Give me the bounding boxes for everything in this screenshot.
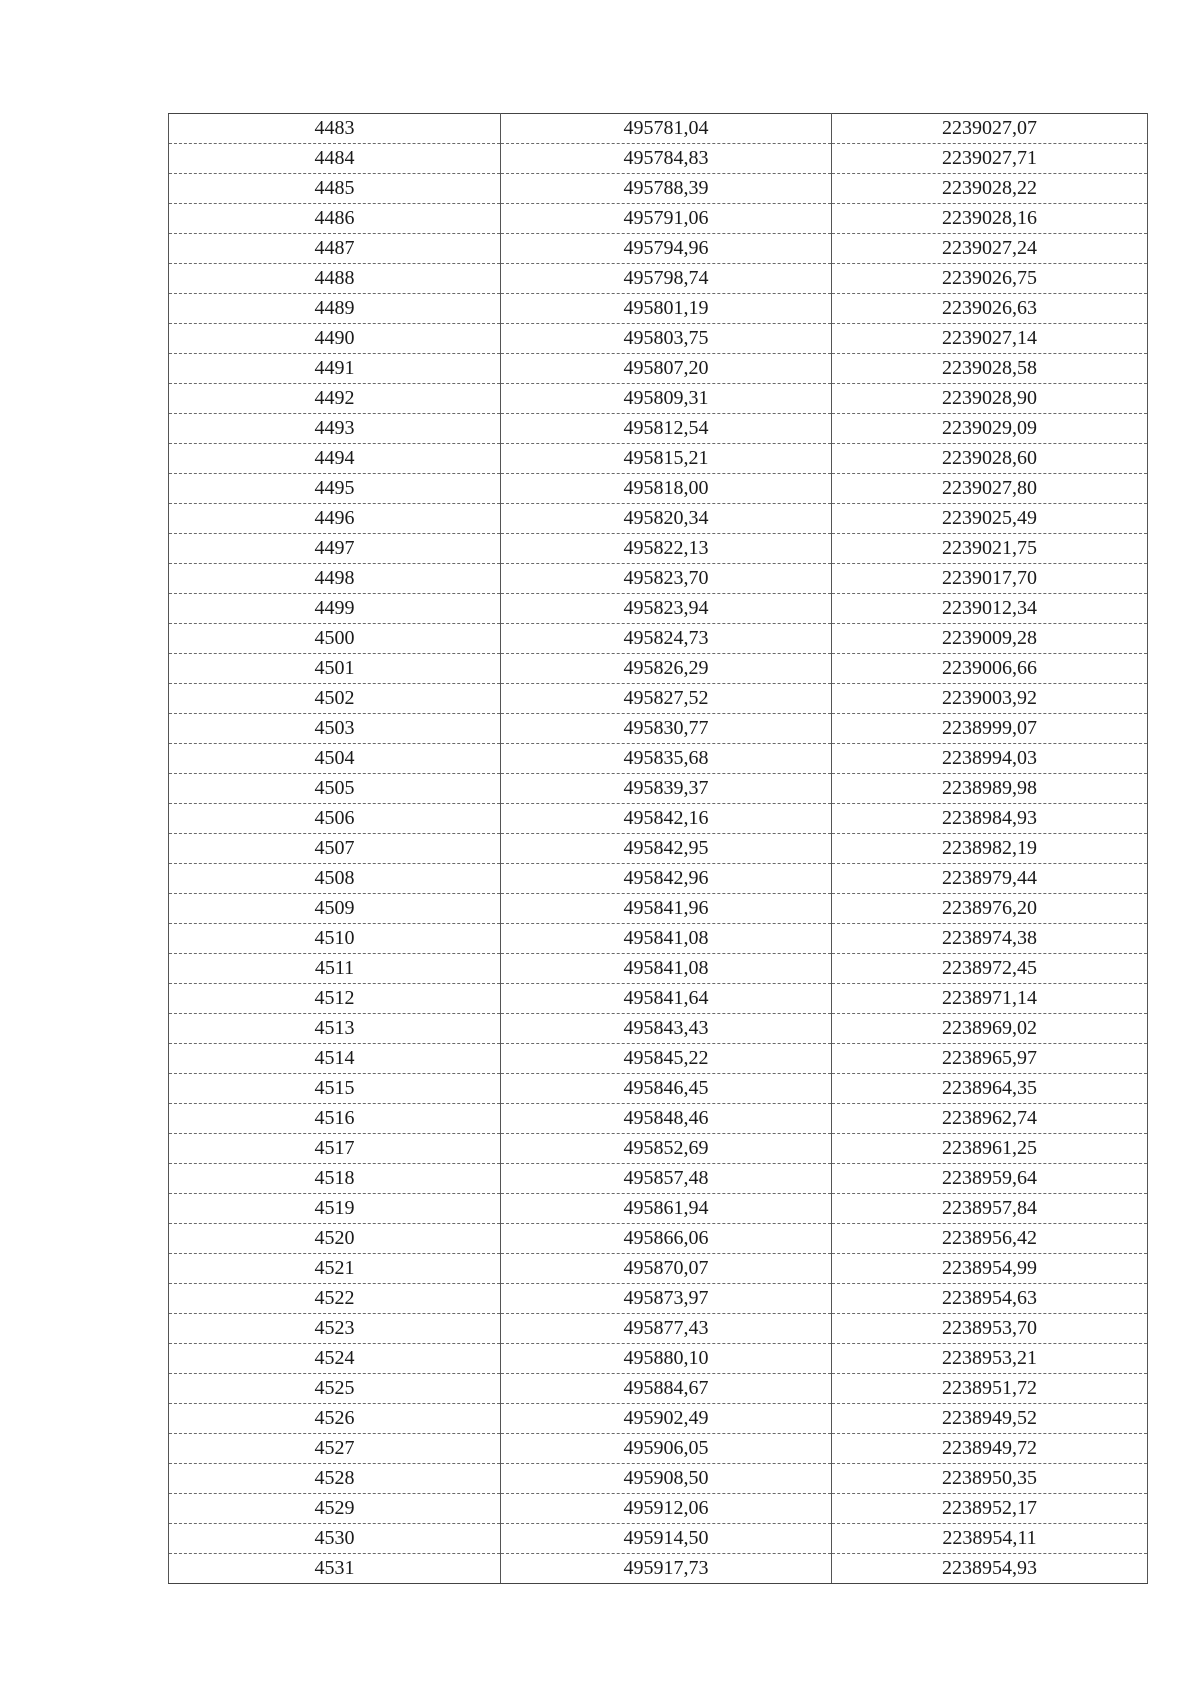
y-coordinate-cell: 2238953,21 bbox=[832, 1344, 1148, 1374]
point-number-cell: 4494 bbox=[169, 444, 501, 474]
point-number-cell: 4503 bbox=[169, 714, 501, 744]
coordinates-table-body bbox=[169, 114, 1148, 1584]
y-coordinate-cell: 2238949,72 bbox=[832, 1434, 1148, 1464]
point-number-cell: 4513 bbox=[169, 1014, 501, 1044]
point-number-cell: 4486 bbox=[169, 204, 501, 234]
table-row bbox=[169, 1374, 1148, 1404]
y-coordinate-cell: 2238979,44 bbox=[832, 864, 1148, 894]
y-coordinate-cell: 2239027,07 bbox=[832, 114, 1148, 144]
x-coordinate-cell: 495914,50 bbox=[501, 1524, 832, 1554]
x-coordinate-cell: 495852,69 bbox=[501, 1134, 832, 1164]
y-coordinate-cell: 2238962,74 bbox=[832, 1104, 1148, 1134]
point-number-cell: 4492 bbox=[169, 384, 501, 414]
y-coordinate-cell: 2238999,07 bbox=[832, 714, 1148, 744]
point-number-cell: 4511 bbox=[169, 954, 501, 984]
table-row bbox=[169, 864, 1148, 894]
point-number-cell: 4522 bbox=[169, 1284, 501, 1314]
point-number-cell: 4528 bbox=[169, 1464, 501, 1494]
x-coordinate-cell: 495801,19 bbox=[501, 294, 832, 324]
point-number-cell: 4512 bbox=[169, 984, 501, 1014]
point-number-cell: 4519 bbox=[169, 1194, 501, 1224]
y-coordinate-cell: 2238989,98 bbox=[832, 774, 1148, 804]
x-coordinate-cell: 495870,07 bbox=[501, 1254, 832, 1284]
y-coordinate-cell: 2238956,42 bbox=[832, 1224, 1148, 1254]
y-coordinate-cell: 2239021,75 bbox=[832, 534, 1148, 564]
x-coordinate-cell: 495815,21 bbox=[501, 444, 832, 474]
x-coordinate-cell: 495827,52 bbox=[501, 684, 832, 714]
point-number-cell: 4510 bbox=[169, 924, 501, 954]
point-number-cell: 4484 bbox=[169, 144, 501, 174]
x-coordinate-cell: 495857,48 bbox=[501, 1164, 832, 1194]
point-number-cell: 4504 bbox=[169, 744, 501, 774]
x-coordinate-cell: 495842,16 bbox=[501, 804, 832, 834]
x-coordinate-cell: 495848,46 bbox=[501, 1104, 832, 1134]
point-number-cell: 4488 bbox=[169, 264, 501, 294]
x-coordinate-cell: 495803,75 bbox=[501, 324, 832, 354]
point-number-cell: 4505 bbox=[169, 774, 501, 804]
point-number-cell: 4514 bbox=[169, 1044, 501, 1074]
table-row bbox=[169, 1404, 1148, 1434]
point-number-cell: 4527 bbox=[169, 1434, 501, 1464]
point-number-cell: 4497 bbox=[169, 534, 501, 564]
y-coordinate-cell: 2238950,35 bbox=[832, 1464, 1148, 1494]
x-coordinate-cell: 495845,22 bbox=[501, 1044, 832, 1074]
table-row bbox=[169, 984, 1148, 1014]
point-number-cell: 4499 bbox=[169, 594, 501, 624]
x-coordinate-cell: 495788,39 bbox=[501, 174, 832, 204]
point-number-cell: 4502 bbox=[169, 684, 501, 714]
point-number-cell: 4485 bbox=[169, 174, 501, 204]
y-coordinate-cell: 2239025,49 bbox=[832, 504, 1148, 534]
point-number-cell: 4525 bbox=[169, 1374, 501, 1404]
point-number-cell: 4516 bbox=[169, 1104, 501, 1134]
point-number-cell: 4498 bbox=[169, 564, 501, 594]
x-coordinate-cell: 495830,77 bbox=[501, 714, 832, 744]
table-row bbox=[169, 1434, 1148, 1464]
x-coordinate-cell: 495841,64 bbox=[501, 984, 832, 1014]
table-row bbox=[169, 444, 1148, 474]
point-number-cell: 4489 bbox=[169, 294, 501, 324]
y-coordinate-cell: 2239026,63 bbox=[832, 294, 1148, 324]
y-coordinate-cell: 2238965,97 bbox=[832, 1044, 1148, 1074]
y-coordinate-cell: 2238957,84 bbox=[832, 1194, 1148, 1224]
point-number-cell: 4487 bbox=[169, 234, 501, 264]
x-coordinate-cell: 495906,05 bbox=[501, 1434, 832, 1464]
table-row bbox=[169, 1284, 1148, 1314]
y-coordinate-cell: 2239028,58 bbox=[832, 354, 1148, 384]
x-coordinate-cell: 495880,10 bbox=[501, 1344, 832, 1374]
point-number-cell: 4490 bbox=[169, 324, 501, 354]
y-coordinate-cell: 2239028,90 bbox=[832, 384, 1148, 414]
x-coordinate-cell: 495912,06 bbox=[501, 1494, 832, 1524]
y-coordinate-cell: 2239028,22 bbox=[832, 174, 1148, 204]
y-coordinate-cell: 2238971,14 bbox=[832, 984, 1148, 1014]
x-coordinate-cell: 495866,06 bbox=[501, 1224, 832, 1254]
y-coordinate-cell: 2238954,11 bbox=[832, 1524, 1148, 1554]
point-number-cell: 4509 bbox=[169, 894, 501, 924]
x-coordinate-cell: 495835,68 bbox=[501, 744, 832, 774]
y-coordinate-cell: 2239003,92 bbox=[832, 684, 1148, 714]
y-coordinate-cell: 2239009,28 bbox=[832, 624, 1148, 654]
x-coordinate-cell: 495823,94 bbox=[501, 594, 832, 624]
x-coordinate-cell: 495818,00 bbox=[501, 474, 832, 504]
y-coordinate-cell: 2238951,72 bbox=[832, 1374, 1148, 1404]
table-row bbox=[169, 1254, 1148, 1284]
x-coordinate-cell: 495823,70 bbox=[501, 564, 832, 594]
y-coordinate-cell: 2239028,60 bbox=[832, 444, 1148, 474]
table-row bbox=[169, 354, 1148, 384]
x-coordinate-cell: 495824,73 bbox=[501, 624, 832, 654]
table-row bbox=[169, 324, 1148, 354]
x-coordinate-cell: 495820,34 bbox=[501, 504, 832, 534]
table-row bbox=[169, 534, 1148, 564]
x-coordinate-cell: 495861,94 bbox=[501, 1194, 832, 1224]
table-row bbox=[169, 954, 1148, 984]
x-coordinate-cell: 495798,74 bbox=[501, 264, 832, 294]
y-coordinate-cell: 2239006,66 bbox=[832, 654, 1148, 684]
y-coordinate-cell: 2238974,38 bbox=[832, 924, 1148, 954]
x-coordinate-cell: 495842,96 bbox=[501, 864, 832, 894]
y-coordinate-cell: 2238964,35 bbox=[832, 1074, 1148, 1104]
table-row bbox=[169, 1224, 1148, 1254]
y-coordinate-cell: 2238949,52 bbox=[832, 1404, 1148, 1434]
table-row bbox=[169, 1194, 1148, 1224]
table-row bbox=[169, 1524, 1148, 1554]
x-coordinate-cell: 495841,08 bbox=[501, 954, 832, 984]
y-coordinate-cell: 2239017,70 bbox=[832, 564, 1148, 594]
x-coordinate-cell: 495846,45 bbox=[501, 1074, 832, 1104]
table-row bbox=[169, 744, 1148, 774]
point-number-cell: 4506 bbox=[169, 804, 501, 834]
y-coordinate-cell: 2238994,03 bbox=[832, 744, 1148, 774]
x-coordinate-cell: 495902,49 bbox=[501, 1404, 832, 1434]
point-number-cell: 4529 bbox=[169, 1494, 501, 1524]
point-number-cell: 4493 bbox=[169, 414, 501, 444]
point-number-cell: 4500 bbox=[169, 624, 501, 654]
table-row bbox=[169, 174, 1148, 204]
table-row bbox=[169, 594, 1148, 624]
table-row bbox=[169, 1044, 1148, 1074]
point-number-cell: 4495 bbox=[169, 474, 501, 504]
table-row bbox=[169, 924, 1148, 954]
table-row bbox=[169, 1554, 1148, 1584]
y-coordinate-cell: 2238952,17 bbox=[832, 1494, 1148, 1524]
y-coordinate-cell: 2238972,45 bbox=[832, 954, 1148, 984]
point-number-cell: 4508 bbox=[169, 864, 501, 894]
table-row bbox=[169, 414, 1148, 444]
point-number-cell: 4521 bbox=[169, 1254, 501, 1284]
table-row bbox=[169, 684, 1148, 714]
point-number-cell: 4531 bbox=[169, 1554, 501, 1584]
y-coordinate-cell: 2238953,70 bbox=[832, 1314, 1148, 1344]
table-row bbox=[169, 114, 1148, 144]
x-coordinate-cell: 495873,97 bbox=[501, 1284, 832, 1314]
point-number-cell: 4496 bbox=[169, 504, 501, 534]
x-coordinate-cell: 495841,96 bbox=[501, 894, 832, 924]
y-coordinate-cell: 2238961,25 bbox=[832, 1134, 1148, 1164]
table-row bbox=[169, 1164, 1148, 1194]
x-coordinate-cell: 495841,08 bbox=[501, 924, 832, 954]
y-coordinate-cell: 2238984,93 bbox=[832, 804, 1148, 834]
table-row bbox=[169, 264, 1148, 294]
point-number-cell: 4526 bbox=[169, 1404, 501, 1434]
table-row bbox=[169, 654, 1148, 684]
y-coordinate-cell: 2238954,93 bbox=[832, 1554, 1148, 1584]
y-coordinate-cell: 2239027,24 bbox=[832, 234, 1148, 264]
point-number-cell: 4507 bbox=[169, 834, 501, 864]
table-row bbox=[169, 624, 1148, 654]
y-coordinate-cell: 2239027,80 bbox=[832, 474, 1148, 504]
y-coordinate-cell: 2238969,02 bbox=[832, 1014, 1148, 1044]
x-coordinate-cell: 495794,96 bbox=[501, 234, 832, 264]
table-row bbox=[169, 384, 1148, 414]
x-coordinate-cell: 495917,73 bbox=[501, 1554, 832, 1584]
y-coordinate-cell: 2238982,19 bbox=[832, 834, 1148, 864]
x-coordinate-cell: 495826,29 bbox=[501, 654, 832, 684]
point-number-cell: 4483 bbox=[169, 114, 501, 144]
point-number-cell: 4491 bbox=[169, 354, 501, 384]
y-coordinate-cell: 2239028,16 bbox=[832, 204, 1148, 234]
x-coordinate-cell: 495884,67 bbox=[501, 1374, 832, 1404]
table-row bbox=[169, 1104, 1148, 1134]
point-number-cell: 4515 bbox=[169, 1074, 501, 1104]
point-number-cell: 4501 bbox=[169, 654, 501, 684]
table-row bbox=[169, 204, 1148, 234]
x-coordinate-cell: 495812,54 bbox=[501, 414, 832, 444]
table-row bbox=[169, 1464, 1148, 1494]
table-row bbox=[169, 1314, 1148, 1344]
table-row bbox=[169, 504, 1148, 534]
table-row bbox=[169, 1134, 1148, 1164]
x-coordinate-cell: 495877,43 bbox=[501, 1314, 832, 1344]
y-coordinate-cell: 2239026,75 bbox=[832, 264, 1148, 294]
y-coordinate-cell: 2238959,64 bbox=[832, 1164, 1148, 1194]
table-row bbox=[169, 1074, 1148, 1104]
point-number-cell: 4518 bbox=[169, 1164, 501, 1194]
table-row bbox=[169, 474, 1148, 504]
point-number-cell: 4530 bbox=[169, 1524, 501, 1554]
table-row bbox=[169, 1014, 1148, 1044]
y-coordinate-cell: 2238976,20 bbox=[832, 894, 1148, 924]
table-row bbox=[169, 804, 1148, 834]
y-coordinate-cell: 2239029,09 bbox=[832, 414, 1148, 444]
table-row bbox=[169, 144, 1148, 174]
table-row bbox=[169, 834, 1148, 864]
y-coordinate-cell: 2239027,71 bbox=[832, 144, 1148, 174]
y-coordinate-cell: 2239027,14 bbox=[832, 324, 1148, 354]
x-coordinate-cell: 495809,31 bbox=[501, 384, 832, 414]
table-row bbox=[169, 294, 1148, 324]
y-coordinate-cell: 2238954,99 bbox=[832, 1254, 1148, 1284]
table-row bbox=[169, 564, 1148, 594]
table-row bbox=[169, 774, 1148, 804]
table-row bbox=[169, 894, 1148, 924]
point-number-cell: 4524 bbox=[169, 1344, 501, 1374]
point-number-cell: 4520 bbox=[169, 1224, 501, 1254]
x-coordinate-cell: 495784,83 bbox=[501, 144, 832, 174]
x-coordinate-cell: 495839,37 bbox=[501, 774, 832, 804]
x-coordinate-cell: 495843,43 bbox=[501, 1014, 832, 1044]
x-coordinate-cell: 495791,06 bbox=[501, 204, 832, 234]
table-row bbox=[169, 1494, 1148, 1524]
table-row bbox=[169, 234, 1148, 264]
x-coordinate-cell: 495908,50 bbox=[501, 1464, 832, 1494]
coordinates-table bbox=[168, 113, 1148, 1584]
x-coordinate-cell: 495781,04 bbox=[501, 114, 832, 144]
table-row bbox=[169, 1344, 1148, 1374]
x-coordinate-cell: 495807,20 bbox=[501, 354, 832, 384]
point-number-cell: 4523 bbox=[169, 1314, 501, 1344]
y-coordinate-cell: 2239012,34 bbox=[832, 594, 1148, 624]
table-row bbox=[169, 714, 1148, 744]
y-coordinate-cell: 2238954,63 bbox=[832, 1284, 1148, 1314]
x-coordinate-cell: 495842,95 bbox=[501, 834, 832, 864]
x-coordinate-cell: 495822,13 bbox=[501, 534, 832, 564]
point-number-cell: 4517 bbox=[169, 1134, 501, 1164]
